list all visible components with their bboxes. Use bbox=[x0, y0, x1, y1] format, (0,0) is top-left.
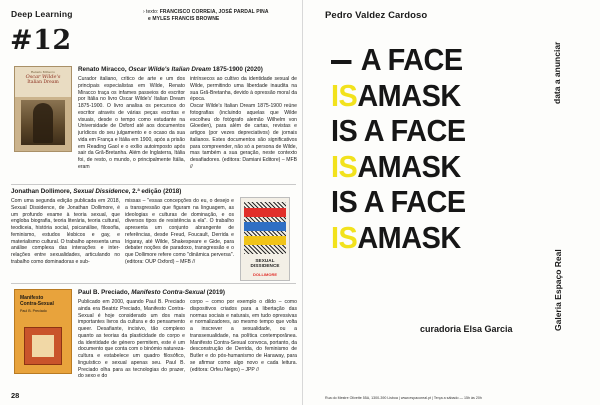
review-title-3-prefix: Paul B. Preciado, bbox=[78, 289, 130, 296]
title-line-highlight: IS bbox=[331, 219, 358, 255]
right-page bbox=[303, 0, 600, 405]
review-title-1 bbox=[78, 66, 298, 74]
title-line-text: AMASK bbox=[357, 219, 461, 255]
divider bbox=[11, 283, 296, 284]
review-title-3 bbox=[78, 289, 298, 297]
title-line-text: AMASK bbox=[357, 148, 461, 184]
cover-title-2: Contra-Sexual bbox=[20, 301, 54, 307]
cover-author: Renato Miracco bbox=[30, 70, 56, 74]
venue-footer: Rua do Mestre Olivette 55A, 1300-390 Lisboa | www.espacoreal.pt | Terça a sábado — 15h às 20h bbox=[325, 395, 482, 400]
title-line bbox=[331, 184, 526, 220]
cover-title-1: Oscar Wilde's bbox=[25, 74, 61, 80]
cover-title: SEXUAL DISSIDENCE bbox=[250, 258, 280, 269]
title-line bbox=[331, 220, 526, 256]
artist-name: Pedro Valdez Cardoso bbox=[325, 10, 428, 21]
review-title-3-italic: Manifesto Contra-Sexual bbox=[131, 289, 206, 296]
review-2-col-1: Com uma segunda edição publicada em 2018, Sexual Dissidence, de Jonathan Dollimore, é um profundo exame à teoria sexual, que engloba biografia, teoria literária, teoria cultural, teodiceia, história social, psicanálise, filosofia, feminismo, estudos lésbicos e gay, e materialismo cultural. O trabalho apresenta uma análise complexa das interações e inter-relações entre sexualidades, articulando no trabalho como dominadoras e sub- bbox=[11, 198, 120, 265]
section-label: Deep Learning bbox=[11, 9, 73, 19]
book-cover-oscar-wilde bbox=[14, 66, 72, 152]
credits-names-2: e MYLES FRANCIS BROWNE bbox=[148, 16, 220, 22]
review-1-col-1: Curador italiano, crítico de arte e um dos principais especialistas em Wilde, Renato Miracco traça os infames passeios do escritor por Itália no livro Oscar Wilde's' Italian Dream 1875-1900. O livro analisa os percursos do escritor através de várias peças escritas e visuais, desde o tempo como estudante na Universidade de Oxford até aos documentos jurídicos do seu julgamento e o ocaso da sua vida em França e Itália em 1900, após a prisão em Reading Gaol e o exílio autoimposto após sair da Grã-Bretanha. Além de Inglaterra, Itália foi, de resto, o mundo, o principalmente Itália, eram bbox=[78, 76, 185, 170]
cover-title-1: Manifesto bbox=[20, 295, 44, 301]
cover-author: DOLLIMORE bbox=[253, 272, 277, 277]
cover-author: Paul B. Preciado bbox=[20, 309, 47, 313]
title-line-text: A FACE bbox=[360, 42, 463, 77]
divider bbox=[11, 184, 296, 185]
credits bbox=[143, 9, 298, 23]
cover-title-2: Italian Dream bbox=[27, 80, 59, 85]
curator-credit: curadoria Elsa Garcia bbox=[420, 324, 513, 334]
review-title-2-suffix: , 2.ª edição (2018) bbox=[128, 188, 182, 195]
issue-number: #12 bbox=[10, 25, 72, 56]
title-line-text: IS A FACE bbox=[331, 184, 466, 219]
title-artwork bbox=[331, 42, 541, 255]
review-1-col-2: intrínsecos ao cultivo da identidade sexual de Wilde, permitindo uma liberdade inaudita na sua Grã-Bretanha, devido à opressão moral da época. Oscar Wilde's Italian Dream 1875-1900 reúne fotografias (incluindo aquelas que Wilde escolheu do fotógrafo alemão Wilhelm von Gloeden), para além de cartas, revistas e artigos (por vezes depreciativos) de jornais italianos. Estes documentos são significativos para compreender, não só a persona de Wilde, mas também a sua geração, neste contexto desafiadores. (editora: Damiani Editore) – MFB // bbox=[190, 76, 297, 170]
credits-label: › texto: bbox=[143, 9, 159, 15]
review-3-col-1: Publicado em 2000, quando Paul B. Preciado ainda era Beatriz Preciado, Manifesto Contra-Sexual é hoje considerado um dos mais importantes livros da cultura e do pensamento queer. Desafiante, incisivo, tão complexo quanto as teorias da plasticidade do corpo e da identidade de género permitem, este é um documento que conta com o binómio natureza-cultura e estabelece um quadro filosófico, linguístico e sexual apenas seu. Paul B. Preciado olha para as tecnologias do prazer, do sexo e do bbox=[78, 299, 185, 380]
title-line-text: IS A FACE bbox=[331, 113, 466, 148]
gallery-name: Galeria Espaço Real bbox=[553, 249, 563, 331]
title-line-text: AMASK bbox=[357, 77, 461, 113]
title-line-highlight: IS bbox=[331, 77, 358, 113]
page-number: 28 bbox=[11, 391, 20, 400]
dash-mark bbox=[331, 60, 351, 64]
cover-figure bbox=[33, 103, 53, 143]
title-line bbox=[331, 78, 526, 114]
review-title-1-prefix: Renato Miracco, bbox=[78, 66, 127, 73]
review-title-1-italic: Oscar Wilde's Italian Dream bbox=[128, 66, 212, 73]
review-title-3-suffix: (2019) bbox=[206, 289, 225, 296]
review-2-col-2: missas – "essas concepções do eu, o desejo e a transgressão que figuram na linguagem, as ideologias e culturas de dominação, e os diversos tipos de resistência a ela". O trabalho apresenta um conjunto abrangente de referências, desde Freud, Foucault, Derrida e Irigaray, até Wilde, Shakespeare e Gide, para debater noções de paradoxo, transgressão e o que Dollimore refere como "dinâmica perversa". (editora: OUP Oxford) – MFB // bbox=[125, 198, 234, 265]
review-title-2-italic: Sexual Dissidence bbox=[73, 188, 129, 195]
book-cover-sexual-dissidence bbox=[240, 197, 290, 281]
review-title-2 bbox=[11, 188, 296, 196]
review-title-1-suffix: 1875-1900 (2020) bbox=[212, 66, 263, 73]
title-line bbox=[331, 113, 526, 149]
title-line bbox=[331, 149, 526, 185]
title-line-highlight: IS bbox=[331, 148, 358, 184]
credits-names-1: FRANCISCO CORREIA, JOSÉ PARDAL PINA bbox=[159, 9, 269, 15]
date-label: data a anunciar bbox=[552, 41, 562, 104]
book-cover-manifesto bbox=[14, 289, 72, 374]
cover-title bbox=[20, 295, 54, 307]
review-title-2-prefix: Jonathan Dollimore, bbox=[11, 188, 72, 195]
review-3-col-2: corpo – como por exemplo o dildo – como dispositivos criados para a libertação das normas sociais e naturais, em tudo opressivas e normalizadores, ao mesmo tempo que volta a inscrever a sexualidade, ou a transsexualidade, na política contemporânea. Manifesto Contra-Sexual convoca, portanto, da desconstrução de Derrida, do feminismo de Butler e do pós-humanismo de Haraway, para se afirmar como algo novo e cada leitura. (editora: Orfeu Negro) – JPP // bbox=[190, 299, 297, 373]
title-line bbox=[331, 42, 526, 78]
